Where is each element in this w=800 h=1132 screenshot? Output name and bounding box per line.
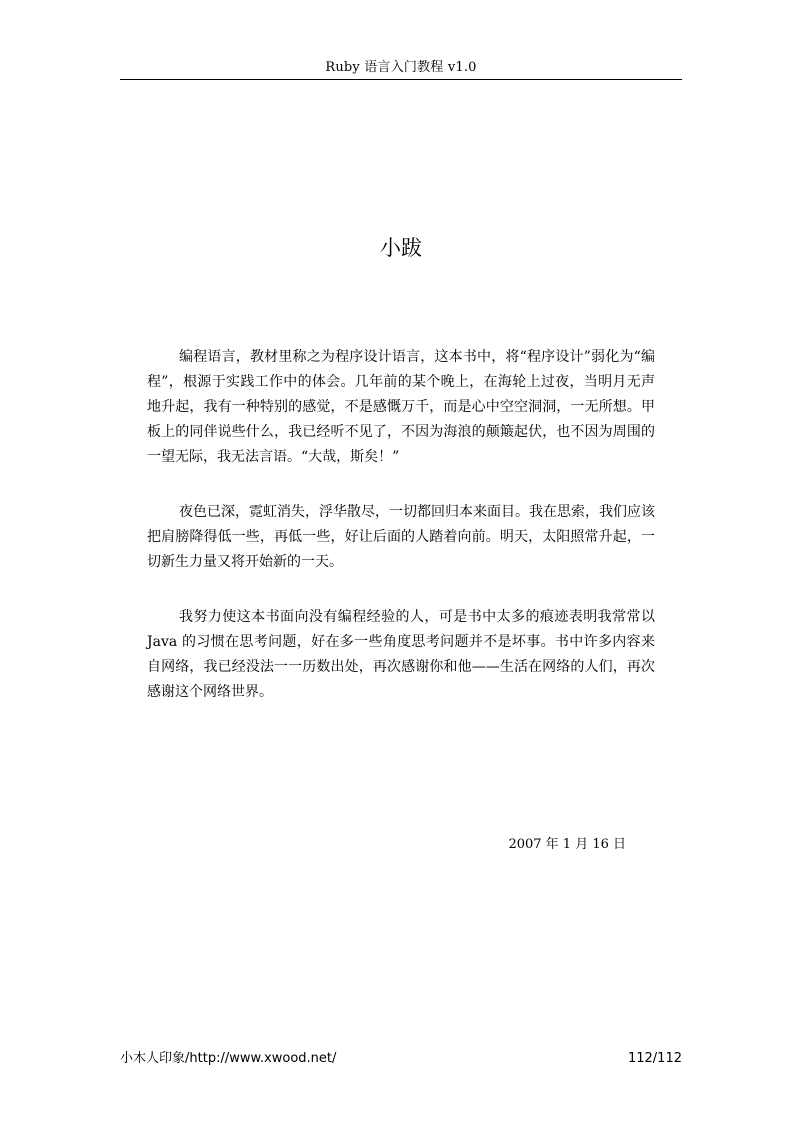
- paragraph-2: 夜色已深，霓虹消失，浮华散尽，一切都回归本来面目。我在思索，我们应该把肩膀降得低一些，再低一些，好让后面的人踏着向前。明天，太阳照常升起，一切新生力量又将开始新的一天。: [147, 504, 655, 570]
- signature-date: 2007 年 1 月 16 日: [508, 837, 626, 852]
- paragraph-1: 编程语言，教材里称之为程序设计语言，这本书中，将“程序设计”弱化为“编程”，根源于实践工作中的体会。几年前的某个晚上，在海轮上过夜，当明月无声地升起，我有一种特别的感觉，不是感慨万千，而是心中空空洞洞，一无所想。甲板上的同伴说些什么，我已经听不见了，不因为海浪的颠簸起伏，也不因为周围的一望无际，我无法言语。“大哉，斯矣！”: [147, 349, 655, 465]
- header-divider: [120, 79, 682, 80]
- body-text: [147, 345, 655, 735]
- footer-page-number: 112/112: [627, 1051, 682, 1066]
- page-header: Ruby 语言入门教程 v1.0: [325, 60, 477, 75]
- paragraph-3: 我努力使这本书面向没有编程经验的人，可是书中太多的痕迹表明我常常以 Java 的习惯在思考问题，好在多一些角度思考问题并不是坏事。书中许多内容来自网络，我已经没法一一历数出处，再次感谢你和他——生活在网络的人们，再次感谢这个网络世界。: [147, 609, 655, 700]
- footer-site-link: 小木人印象/http://www.xwood.net/: [120, 1051, 337, 1066]
- page-footer: [120, 1048, 682, 1070]
- page-title: 小跋: [380, 236, 422, 260]
